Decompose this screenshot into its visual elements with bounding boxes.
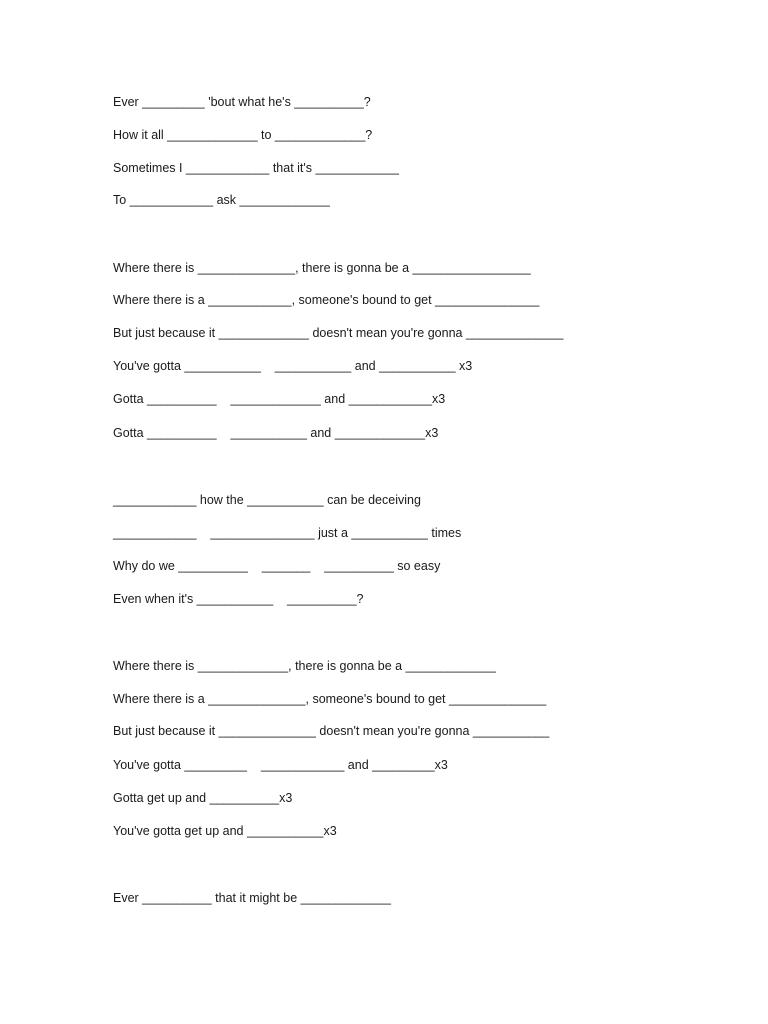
lyric-line: But just because it _____________ doesn't mean you're gonna ______________ <box>113 326 564 340</box>
lyric-line: Gotta __________ _____________ and ____________x3 <box>113 392 446 406</box>
lyric-line: To ____________ ask _____________ <box>113 193 330 207</box>
lyric-line: Why do we __________ _______ __________ so easy <box>113 559 441 573</box>
lyric-line: Ever __________ that it might be _____________ <box>113 891 392 905</box>
lyric-line: ____________ how the ___________ can be deceiving <box>113 493 421 507</box>
lyric-line: Gotta get up and __________x3 <box>113 791 293 805</box>
lyric-line: Where there is _____________, there is gonna be a _____________ <box>113 659 496 673</box>
lyric-line: Where there is ______________, there is gonna be a _________________ <box>113 261 531 275</box>
lyric-line: Ever _________ 'bout what he's __________? <box>113 95 371 109</box>
lyric-line: Where there is a ______________, someone's bound to get ______________ <box>113 692 547 706</box>
lyric-line: How it all _____________ to _____________? <box>113 128 373 142</box>
lyric-line: But just because it ______________ doesn't mean you're gonna ___________ <box>113 724 550 738</box>
lyric-line: You've gotta ___________ ___________ and ___________ x3 <box>113 359 473 373</box>
lyric-line: Gotta __________ ___________ and _____________x3 <box>113 426 439 440</box>
lyric-line: Where there is a ____________, someone's bound to get _______________ <box>113 293 540 307</box>
lyric-line: You've gotta _________ ____________ and _________x3 <box>113 758 448 772</box>
lyric-line: Sometimes I ____________ that it's ____________ <box>113 161 399 175</box>
lyric-line: ____________ _______________ just a ___________ times <box>113 526 462 540</box>
lyric-line: Even when it's ___________ __________? <box>113 592 364 606</box>
lyric-line: You've gotta get up and ___________x3 <box>113 824 337 838</box>
